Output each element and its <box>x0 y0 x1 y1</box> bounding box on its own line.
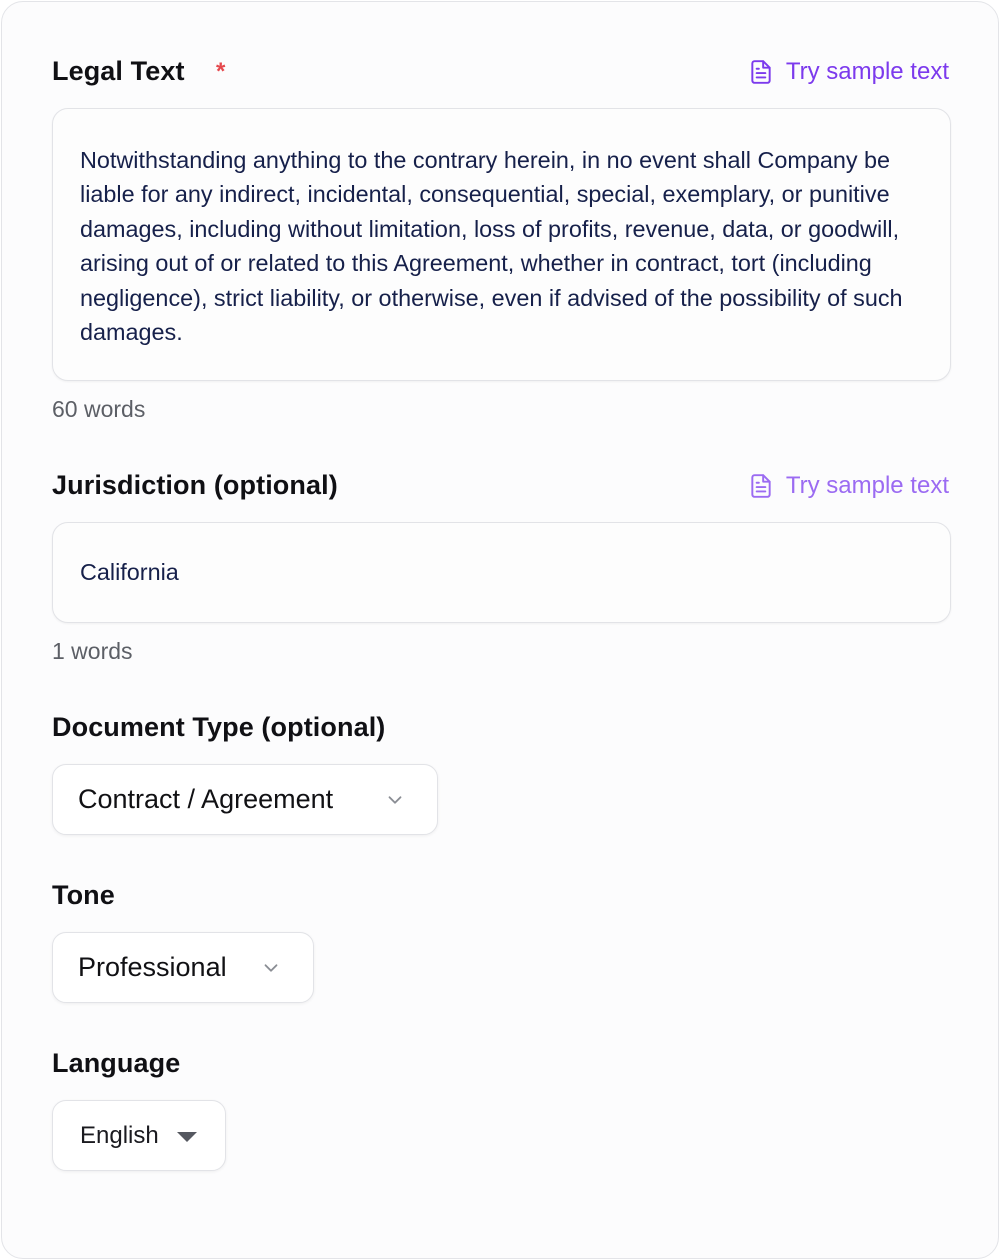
tone-label: Tone <box>52 880 115 910</box>
chevron-down-icon <box>384 789 406 811</box>
jurisdiction-input[interactable] <box>52 522 951 623</box>
jurisdiction-word-count: 1 words <box>52 638 133 664</box>
jurisdiction-value: California <box>80 559 179 585</box>
chevron-down-icon <box>260 957 282 979</box>
jurisdiction-sample-button[interactable] <box>748 472 949 500</box>
language-label: Language <box>52 1048 181 1078</box>
tone-select[interactable] <box>52 932 314 1003</box>
legal-text-value: Notwithstanding anything to the contrary herein, in no event shall Company be liable for any indirect, incidental, consequential, special, exemplary, or punitive damages, including without limitation, loss of profits, revenue, data, or goodwill, arising out of or related to this Agreement, whether in contract, tort (including negligence), strict liability, or otherwise, even if advised of the possibility of such damages. <box>80 147 903 346</box>
document-icon <box>748 473 774 499</box>
document-type-label: Document Type (optional) <box>52 712 386 742</box>
legal-text-word-count: 60 words <box>52 396 146 422</box>
legal-text-sample-button[interactable] <box>748 58 949 86</box>
language-value: English <box>80 1121 159 1149</box>
document-type-select[interactable] <box>52 764 438 835</box>
document-type-value: Contract / Agreement <box>78 784 334 814</box>
caret-down-icon <box>177 1132 197 1142</box>
language-select[interactable] <box>52 1100 226 1171</box>
jurisdiction-label: Jurisdiction (optional) <box>52 470 338 500</box>
sample-link-label: Try sample text <box>785 472 949 499</box>
sample-link-label: Try sample text <box>785 58 949 85</box>
required-indicator: * <box>216 58 226 85</box>
document-icon <box>748 59 774 85</box>
tone-value: Professional <box>78 952 227 982</box>
legal-text-textarea[interactable] <box>52 108 951 381</box>
form-card <box>1 1 999 1259</box>
legal-text-label: Legal Text <box>52 56 185 86</box>
